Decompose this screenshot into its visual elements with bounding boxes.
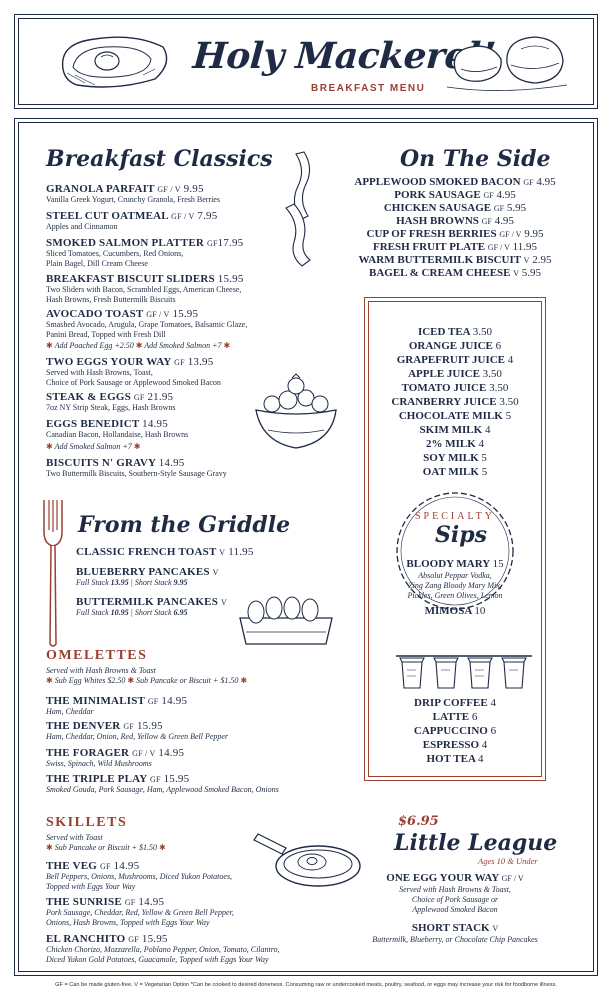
- diet-tag: V: [523, 256, 530, 265]
- drink-price: 4: [490, 697, 496, 709]
- item-price: 11.95: [512, 241, 537, 253]
- addon-text: Add Smoked Salmon +7: [144, 341, 222, 350]
- full-stack-label: Full Stack: [76, 608, 109, 617]
- item-description: Onions, Hash Browns, Topped with Eggs Your Way: [46, 917, 210, 927]
- menu-item: BLUEBERRY PANCAKES V Full Stack 13.95 | Short Stack 9.95: [76, 566, 219, 587]
- diet-tag: GF / V: [171, 212, 195, 221]
- diet-tag: V: [220, 598, 227, 607]
- menu-item: [46, 720, 296, 742]
- item-name: THE MINIMALIST: [46, 695, 145, 707]
- drink-price: 10: [474, 605, 486, 617]
- substitution-line: [46, 843, 166, 852]
- item-description: Bell Peppers, Onions, Mushrooms, Diced Yukon Potatoes,: [46, 872, 233, 881]
- item-description: 7oz NY Strip Steak, Eggs, Hash Browns: [46, 403, 176, 412]
- diet-tag: GF: [493, 204, 505, 213]
- item-name: THE DENVER: [46, 720, 121, 732]
- substitution-line: [46, 676, 247, 685]
- drink-price: 6: [495, 340, 502, 352]
- item-description: Diced Yukon Gold Potatoes, Guacamole, Topped with Eggs Your Way: [46, 954, 269, 964]
- diet-tag: GF: [523, 178, 534, 187]
- item-name: AVOCADO TOAST: [46, 308, 144, 320]
- item-description: Smoked Gouda, Pork Sausage, Ham, Applewood Smoked Bacon, Onions: [46, 785, 279, 794]
- item-price: 5.95: [521, 267, 542, 279]
- item-description: Apples and Cinnamon: [46, 222, 118, 231]
- drink-item: [364, 739, 546, 751]
- item-name: BLUEBERRY PANCAKES: [76, 566, 210, 578]
- diet-tag: V: [212, 568, 219, 577]
- item-name: BUTTERMILK PANCAKES: [76, 596, 219, 608]
- item-price: 9.95: [183, 183, 204, 195]
- item-description: Topped with Eggs Your Way: [46, 881, 136, 891]
- item-price: 15.95: [217, 273, 244, 285]
- star-icon: ✱: [46, 442, 53, 451]
- ages-note: Ages 10 & Under: [478, 856, 538, 866]
- item-name: EGGS BENEDICT: [46, 418, 140, 430]
- item-name: APPLEWOOD SMOKED BACON: [354, 176, 521, 188]
- item-name: EL RANCHITO: [46, 933, 126, 945]
- diet-tag: GF: [481, 217, 492, 226]
- menu-item: [46, 183, 296, 205]
- diet-tag: GF: [124, 898, 136, 907]
- menu-item: [46, 457, 296, 479]
- item-name: FRESH FRUIT PLATE: [373, 241, 486, 253]
- item-price: 14.95: [158, 747, 185, 759]
- item-description: Two Sliders with Bacon, Scrambled Eggs, American Cheese,: [46, 285, 242, 294]
- item-price: 17.95: [217, 237, 244, 249]
- menu-item: [76, 546, 326, 558]
- drink-item: [364, 424, 546, 436]
- drink-name: MIMOSA: [424, 605, 472, 617]
- drink-price: 15: [492, 558, 504, 570]
- drink-price: 4: [484, 424, 491, 436]
- drink-name: SOY MILK: [423, 452, 479, 464]
- item-price: 14.95: [138, 896, 165, 908]
- footer-disclaimer: GF = Can be made gluten-free. V = Vegetarian Option *Can be cooked to desired doneness. Consuming raw or undercooked meats, poultry, seafood, or eggs may increase your risk for foodborne illness.: [55, 982, 557, 988]
- menu-item: [46, 210, 296, 232]
- menu-item: BUTTERMILK PANCAKES V Full Stack 10.95 | Short Stack 6.95: [76, 596, 227, 617]
- star-icon: ✱: [158, 843, 166, 852]
- item-price: 2.95: [532, 254, 552, 266]
- item-price: 9.95: [524, 228, 544, 240]
- little-league-price: $6.95: [398, 814, 439, 829]
- side-item: [335, 215, 575, 227]
- item-price: 14.95: [158, 457, 185, 469]
- drink-item: [364, 558, 546, 570]
- item-description: Swiss, Spinach, Wild Mushrooms: [46, 759, 152, 768]
- drink-item: [364, 452, 546, 464]
- diet-tag: GF: [128, 935, 139, 944]
- coffee-mugs-icon: [394, 648, 534, 694]
- menu-item: [46, 747, 296, 769]
- star-icon: ✱: [46, 676, 53, 685]
- served-with-note: Served with Hash Browns & Toast: [46, 666, 156, 675]
- menu-item: [46, 773, 296, 795]
- drink-item: [364, 438, 546, 450]
- item-description: Canadian Bacon, Hollandaise, Hash Browns: [46, 430, 189, 439]
- item-description: Pork Sausage, Cheddar, Red, Yellow & Green Bell Pepper,: [46, 908, 234, 917]
- diet-tag: GF: [133, 393, 145, 402]
- fruit-bowl-icon: [250, 372, 342, 454]
- diet-tag: GF / V: [146, 310, 170, 319]
- item-price: 15.95: [136, 720, 163, 732]
- item-name: BREAKFAST BISCUIT SLIDERS: [46, 273, 215, 285]
- item-description: Vanilla Greek Yogurt, Crunchy Granola, Fresh Berries: [46, 195, 220, 204]
- item-name: THE TRIPLE PLAY: [46, 773, 148, 785]
- star-icon: ✱: [223, 341, 231, 350]
- item-price: 13.95: [187, 356, 214, 368]
- addon-text: Add Poached Egg +2.50: [54, 341, 134, 350]
- item-price: 15.95: [163, 773, 190, 785]
- menu-item: [46, 933, 296, 964]
- drink-item: [364, 605, 546, 617]
- item-price: 4.95: [496, 189, 516, 201]
- item-name: CLASSIC FRENCH TOAST: [76, 546, 217, 558]
- item-description: Smashed Avocado, Arugula, Grape Tomatoes, Balsamic Glaze,: [46, 320, 248, 329]
- item-name: TWO EGGS YOUR WAY: [46, 356, 172, 368]
- drink-name: ORANGE JUICE: [408, 340, 493, 352]
- diet-tag: V: [219, 548, 226, 557]
- full-stack-price: 13.95: [110, 578, 129, 587]
- item-description: Chicken Chorizo, Mozzarella, Poblano Pepper, Onion, Tomato, Cilantro,: [46, 945, 280, 954]
- star-icon: ✱: [127, 676, 135, 685]
- short-stack-price: 9.95: [173, 578, 188, 587]
- star-icon: ✱: [46, 843, 53, 852]
- drink-price: 5: [505, 410, 512, 422]
- item-price: 5.95: [506, 202, 527, 214]
- star-icon: ✱: [133, 442, 141, 451]
- full-stack-price: 10.95: [110, 608, 129, 617]
- breakfast-sliders-icon: [441, 29, 571, 95]
- drink-item: [364, 410, 546, 422]
- on-the-side-heading: On The Side: [400, 146, 551, 172]
- diet-tag: GF: [123, 722, 135, 731]
- skillets-heading: SKILLETS: [46, 815, 128, 830]
- drink-description: Zing Zang Bloody Mary Mix,: [408, 581, 502, 590]
- drink-item: [364, 697, 546, 709]
- menu-item: [46, 308, 296, 339]
- side-item: [335, 202, 575, 214]
- drink-item: [364, 466, 546, 478]
- item-price: 15.95: [141, 933, 168, 945]
- short-stack-label: Short Stack: [134, 578, 172, 587]
- item-name: THE SUNRISE: [46, 896, 122, 908]
- drink-price: 4: [478, 753, 484, 765]
- item-name: STEEL CUT OATMEAL: [46, 210, 169, 222]
- full-stack-label: Full Stack: [76, 578, 109, 587]
- item-name: WARM BUTTERMILK BISCUIT: [358, 254, 521, 266]
- star-icon: ✱: [135, 341, 143, 350]
- item-price: 14.95: [113, 860, 140, 872]
- specialty-label: SPECIALTY: [415, 511, 495, 522]
- drink-item: [364, 354, 546, 366]
- fork-icon: [40, 498, 66, 648]
- item-name: BAGEL & CREAM CHEESE: [368, 267, 511, 279]
- item-price: 4.95: [536, 176, 556, 188]
- diet-tag: GF / V: [501, 874, 524, 883]
- menu-item: [46, 237, 296, 268]
- menu-item: [46, 695, 296, 717]
- drink-price: 5: [481, 466, 488, 478]
- item-price: 11.95: [228, 546, 254, 558]
- item-description: Ham, Cheddar: [46, 707, 94, 716]
- drink-item: [364, 725, 546, 737]
- drink-price: 6: [490, 725, 497, 737]
- little-league-heading: Little League: [394, 830, 558, 856]
- drink-description: Absolut Peppar Vodka,: [418, 571, 492, 580]
- item-description: Served with Hash Browns & Toast,: [399, 885, 511, 894]
- item-description: Plain Bagel, Dill Cream Cheese: [46, 258, 148, 268]
- restaurant-title: Holy Mackerel!: [191, 35, 497, 77]
- header-banner: [14, 14, 598, 109]
- drink-price: 3.50: [499, 396, 519, 408]
- item-description: Two Buttermilk Biscuits, Southern-Style Sausage Gravy: [46, 469, 227, 478]
- item-description: Panini Bread, Topped with Fresh Dill: [46, 329, 166, 339]
- drink-price: 3.50: [482, 368, 502, 380]
- drink-name: TOMATO JUICE: [401, 382, 487, 394]
- drink-name: GRAPEFRUIT JUICE: [396, 354, 506, 366]
- addon-text: Add Smoked Salmon +7: [54, 442, 132, 451]
- sub-text: Sub Pancake or Biscuit + $1.50: [54, 843, 157, 852]
- served-with-note: Served with Toast: [46, 833, 103, 842]
- item-description: Hash Browns, Fresh Buttermilk Biscuits: [46, 294, 176, 304]
- drink-name: OAT MILK: [422, 466, 479, 478]
- side-item: [335, 267, 575, 279]
- drink-price: 6: [471, 711, 478, 723]
- drink-price: 3.50: [472, 326, 493, 338]
- item-price: 14.95: [161, 695, 188, 707]
- drink-item: [364, 340, 546, 352]
- star-icon: ✱: [240, 676, 248, 685]
- star-icon: ✱: [46, 341, 53, 350]
- drink-name: SKIM MILK: [419, 424, 483, 436]
- drink-item: [364, 753, 546, 765]
- diet-tag: GF: [99, 862, 111, 871]
- item-name: HASH BROWNS: [396, 215, 479, 227]
- item-price: 14.95: [142, 418, 168, 430]
- short-stack-price: 6.95: [173, 608, 188, 617]
- item-price: 7.95: [197, 210, 218, 222]
- side-item: [335, 228, 575, 240]
- diet-tag: GF / V: [499, 230, 522, 239]
- drink-price: 5: [481, 452, 487, 464]
- drink-description: Pickles, Green Olives, Lemon: [407, 591, 503, 600]
- diet-tag: GF / V: [487, 243, 510, 252]
- drink-item: [364, 711, 546, 723]
- drink-price: 3.50: [489, 382, 509, 394]
- drink-price: 4: [481, 739, 488, 751]
- drink-name: ESPRESSO: [422, 739, 479, 751]
- diet-tag: V: [492, 924, 499, 933]
- item-name: SHORT STACK: [411, 922, 490, 934]
- fried-egg-toast-icon: [55, 29, 175, 93]
- item-name: CUP OF FRESH BERRIES: [366, 228, 497, 240]
- item-description: Applewood Smoked Bacon: [412, 905, 498, 914]
- drink-name: LATTE: [432, 711, 470, 723]
- diet-tag: GF / V: [132, 749, 156, 758]
- drink-price: 4: [507, 354, 514, 366]
- drink-name: APPLE JUICE: [408, 368, 480, 380]
- diet-tag: GF: [206, 239, 218, 248]
- breakfast-classics-heading: Breakfast Classics: [46, 146, 273, 172]
- drink-price: 4: [478, 438, 485, 450]
- drink-item: [364, 326, 546, 338]
- drink-name: CHOCOLATE MILK: [398, 410, 503, 422]
- item-name: CHICKEN SAUSAGE: [383, 202, 492, 214]
- item-name: PORK SAUSAGE: [394, 189, 481, 201]
- item-description: Sliced Tomatoes, Cucumbers, Red Onions,: [46, 249, 184, 258]
- side-item: [335, 254, 575, 266]
- item-name: THE FORAGER: [46, 747, 130, 759]
- drink-name: DRIP COFFEE: [414, 697, 488, 709]
- egg-carton-icon: [236, 592, 336, 650]
- drink-name: ICED TEA: [417, 326, 471, 338]
- kids-item: [358, 872, 552, 884]
- menu-subtitle: BREAKFAST MENU: [311, 83, 426, 94]
- diet-tag: GF: [174, 358, 185, 367]
- item-price: 15.95: [172, 308, 199, 320]
- side-item: [335, 189, 575, 201]
- side-item: [335, 241, 575, 253]
- sub-text: Sub Pancake or Biscuit + $1.50: [136, 676, 239, 685]
- diet-tag: GF / V: [157, 185, 181, 194]
- drink-name: 2% MILK: [425, 438, 476, 450]
- item-name: THE VEG: [46, 860, 98, 872]
- item-name: BISCUITS N' GRAVY: [46, 457, 156, 469]
- menu-item: [46, 896, 296, 927]
- drink-name: CRANBERRY JUICE: [391, 396, 497, 408]
- addon-line: [46, 442, 140, 451]
- drink-name: CAPPUCCINO: [413, 725, 488, 737]
- item-description: Choice of Pork Sausage or Applewood Smoked Bacon: [46, 377, 221, 387]
- diet-tag: GF: [149, 775, 161, 784]
- side-item: [335, 176, 575, 188]
- drink-name: HOT TEA: [426, 753, 476, 765]
- item-description: Served with Hash Browns, Toast,: [46, 368, 153, 377]
- drink-item: [364, 382, 546, 394]
- omelettes-heading: OMELETTES: [46, 648, 148, 663]
- item-name: SMOKED SALMON PLATTER: [46, 237, 205, 249]
- item-description: Ham, Cheddar, Onion, Red, Yellow & Green Bell Pepper: [46, 732, 229, 741]
- diet-tag: GF: [483, 191, 494, 200]
- drink-item: [364, 368, 546, 380]
- sub-text: Sub Egg Whites $2.50: [54, 676, 126, 685]
- menu-item: [46, 273, 296, 304]
- item-description: Buttermilk, Blueberry, or Chocolate Chip Pancakes: [372, 935, 538, 944]
- skillet-icon: [252, 826, 364, 890]
- sips-heading: Sips: [435, 522, 488, 548]
- item-name: GRANOLA PARFAIT: [46, 183, 155, 195]
- drink-name: BLOODY MARY: [406, 558, 490, 570]
- item-price: 4.95: [494, 215, 514, 227]
- item-description: Choice of Pork Sausage or: [411, 895, 499, 904]
- diet-tag: GF: [147, 697, 159, 706]
- item-name: ONE EGG YOUR WAY: [386, 872, 499, 884]
- diet-tag: V: [513, 269, 520, 278]
- kids-item: [358, 922, 552, 934]
- griddle-heading: From the Griddle: [78, 512, 291, 538]
- item-name: STEAK & EGGS: [46, 391, 131, 403]
- item-price: 21.95: [147, 391, 174, 403]
- short-stack-label: Short Stack: [134, 608, 172, 617]
- drink-item: [364, 396, 546, 408]
- addon-line: [46, 341, 230, 350]
